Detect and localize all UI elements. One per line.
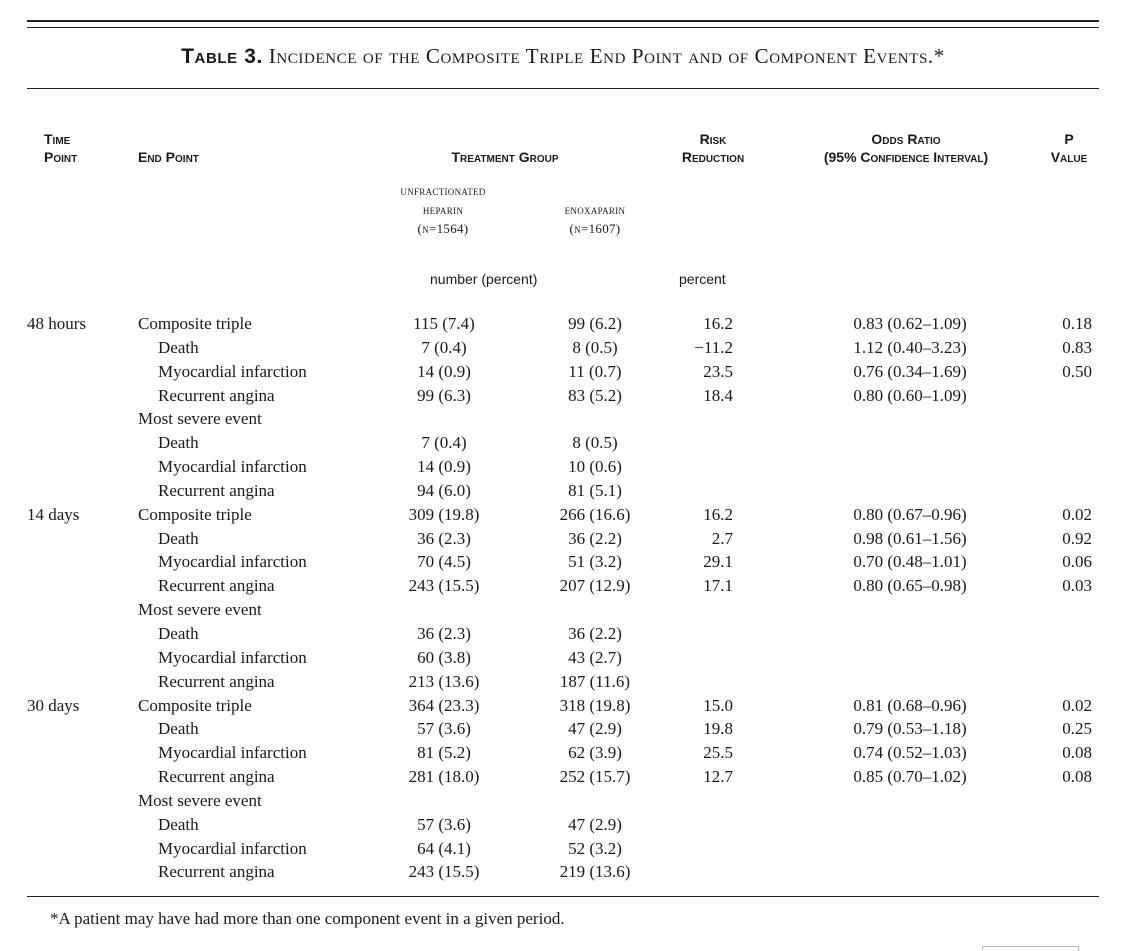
cell-unfractionated-heparin: 281 (18.0) (408, 767, 480, 787)
table-row (0, 765, 1125, 789)
cell-enoxaparin: 36 (2.2) (568, 623, 622, 643)
cell-risk-reduction: 16.2 (703, 504, 733, 524)
cell-unfractionated-heparin: 309 (19.8) (408, 504, 480, 524)
cell-odds-ratio: 0.70 (0.48–1.01) (853, 552, 967, 572)
table-row (0, 407, 1125, 431)
header-treatment-group: Treatment Group (451, 149, 559, 165)
cell-p-value: 0.18 (1062, 314, 1092, 333)
group-uh-line1: unfractionated (400, 183, 486, 198)
cell-enoxaparin: 207 (12.9) (559, 576, 631, 596)
cell-end-point: Death (158, 814, 199, 834)
header-or-line1: Odds Ratio (871, 131, 941, 147)
cell-enoxaparin: 187 (11.6) (559, 671, 631, 691)
cell-end-point: Recurrent angina (158, 480, 275, 500)
table-body (0, 312, 1125, 884)
cell-enoxaparin: 52 (3.2) (568, 838, 622, 858)
cell-unfractionated-heparin: 243 (15.5) (408, 576, 480, 596)
cell-odds-ratio: 0.79 (0.53–1.18) (853, 719, 967, 739)
table-row (0, 455, 1125, 479)
cell-enoxaparin: 318 (19.8) (559, 695, 631, 715)
cell-unfractionated-heparin: 99 (6.3) (417, 385, 471, 405)
header-p-line2: Value (1050, 149, 1088, 165)
table-row (0, 694, 1125, 718)
table-row (0, 527, 1125, 551)
cell-unfractionated-heparin: 57 (3.6) (417, 719, 471, 739)
group-enox-line1: enoxaparin (564, 202, 626, 217)
cell-enoxaparin: 219 (13.6) (559, 862, 631, 882)
table-row (0, 646, 1125, 670)
cell-end-point: Most severe event (138, 790, 262, 810)
unit-counts: number (percent) (430, 271, 538, 287)
cell-time-point: 14 days (27, 504, 80, 524)
cell-odds-ratio: 0.98 (0.61–1.56) (853, 528, 967, 548)
cell-p-value: 0.92 (1062, 528, 1092, 548)
table-row (0, 622, 1125, 646)
cell-unfractionated-heparin: 36 (2.3) (417, 623, 471, 643)
cell-end-point: Most severe event (138, 409, 262, 429)
header-p-value (1040, 130, 1098, 166)
title-rule (27, 88, 1099, 89)
table-row (0, 860, 1125, 884)
cell-risk-reduction: 17.1 (703, 576, 733, 596)
cell-end-point: Recurrent angina (158, 385, 275, 405)
footnote: *A patient may have had more than one component event in a given period. (50, 909, 565, 928)
cell-end-point: Recurrent angina (158, 576, 275, 596)
table-row (0, 741, 1125, 765)
table-row (0, 789, 1125, 813)
header-risk-reduction (658, 130, 768, 166)
cell-unfractionated-heparin: 57 (3.6) (417, 814, 471, 834)
table-row (0, 431, 1125, 455)
cell-time-point: 30 days (27, 695, 80, 715)
cell-risk-reduction: 2.7 (711, 528, 733, 548)
cell-unfractionated-heparin: 70 (4.5) (417, 552, 471, 572)
cell-unfractionated-heparin: 7 (0.4) (421, 433, 467, 453)
table-row (0, 479, 1125, 503)
cell-end-point: Death (158, 337, 199, 357)
cell-enoxaparin: 266 (16.6) (559, 504, 631, 524)
group-uh-line2: heparin (422, 202, 464, 217)
table-row (0, 670, 1125, 694)
cell-risk-reduction: 15.0 (703, 695, 733, 715)
cell-end-point: Composite triple (138, 695, 252, 715)
cell-unfractionated-heparin: 64 (4.1) (417, 838, 471, 858)
cell-odds-ratio: 0.81 (0.68–0.96) (853, 695, 967, 715)
cell-unfractionated-heparin: 60 (3.8) (417, 647, 471, 667)
cell-p-value: 0.02 (1062, 695, 1092, 715)
cell-risk-reduction: 18.4 (703, 385, 733, 405)
cell-unfractionated-heparin: 14 (0.9) (417, 361, 471, 381)
header-end-point: End Point (138, 149, 199, 165)
cell-end-point: Myocardial infarction (158, 647, 307, 667)
cell-end-point: Myocardial infarction (158, 361, 307, 381)
cell-risk-reduction: −11.2 (694, 337, 733, 357)
cell-unfractionated-heparin: 364 (23.3) (408, 695, 480, 715)
cell-p-value: 0.03 (1062, 576, 1092, 596)
header-p-line1: P (1064, 131, 1074, 147)
table-row (0, 312, 1125, 336)
cell-unfractionated-heparin: 94 (6.0) (417, 480, 471, 500)
header-odds-ratio (776, 130, 1036, 166)
cell-unfractionated-heparin: 14 (0.9) (417, 457, 471, 477)
cell-p-value: 0.25 (1062, 719, 1092, 739)
table-row (0, 384, 1125, 408)
table-row (0, 550, 1125, 574)
cell-odds-ratio: 0.80 (0.60–1.09) (853, 385, 967, 405)
cell-p-value: 0.08 (1062, 743, 1092, 763)
cell-p-value: 0.83 (1062, 337, 1092, 357)
cell-end-point: Recurrent angina (158, 767, 275, 787)
cell-odds-ratio: 0.80 (0.67–0.96) (853, 504, 967, 524)
cell-odds-ratio: 0.83 (0.62–1.09) (853, 314, 967, 333)
cell-unfractionated-heparin: 7 (0.4) (421, 337, 467, 357)
bottom-rule (27, 896, 1099, 897)
cell-end-point: Composite triple (138, 504, 252, 524)
cell-odds-ratio: 0.76 (0.34–1.69) (853, 361, 967, 381)
table-row (0, 574, 1125, 598)
cell-end-point: Death (158, 528, 199, 548)
cell-enoxaparin: 47 (2.9) (568, 814, 622, 834)
table-row (0, 360, 1125, 384)
cell-enoxaparin: 36 (2.2) (568, 528, 622, 548)
unit-risk-reduction: percent (679, 271, 726, 287)
cell-enoxaparin: 8 (0.5) (572, 433, 618, 453)
cell-unfractionated-heparin: 36 (2.3) (417, 528, 471, 548)
header-time-line2: Point (44, 149, 78, 165)
cell-end-point: Most severe event (138, 600, 262, 620)
corner-box (982, 946, 1079, 951)
cell-enoxaparin: 10 (0.6) (568, 457, 622, 477)
top-rule (27, 20, 1099, 22)
cell-enoxaparin: 51 (3.2) (568, 552, 622, 572)
group-enox-header (535, 200, 655, 238)
cell-risk-reduction: 23.5 (703, 361, 733, 381)
cell-end-point: Composite triple (138, 314, 252, 333)
cell-enoxaparin: 83 (5.2) (568, 385, 622, 405)
group-uh-header (368, 181, 518, 238)
header-time-point (44, 130, 77, 166)
cell-enoxaparin: 43 (2.7) (568, 647, 622, 667)
table-row (0, 837, 1125, 861)
table-title (27, 44, 1099, 69)
cell-odds-ratio: 1.12 (0.40–3.23) (853, 337, 967, 357)
cell-end-point: Myocardial infarction (158, 743, 307, 763)
header-rr-line2: Reduction (681, 149, 745, 165)
cell-end-point: Death (158, 433, 199, 453)
cell-enoxaparin: 47 (2.9) (568, 719, 622, 739)
cell-unfractionated-heparin: 213 (13.6) (408, 671, 480, 691)
cell-p-value: 0.08 (1062, 767, 1092, 787)
table-row (0, 598, 1125, 622)
table-row (0, 813, 1125, 837)
cell-enoxaparin: 62 (3.9) (568, 743, 622, 763)
cell-end-point: Recurrent angina (158, 862, 275, 882)
table-row (0, 336, 1125, 360)
cell-unfractionated-heparin: 115 (7.4) (413, 314, 475, 333)
cell-risk-reduction: 25.5 (703, 743, 733, 763)
cell-enoxaparin: 81 (5.1) (568, 480, 622, 500)
cell-p-value: 0.06 (1062, 552, 1092, 572)
group-enox-line2: (n=1607) (569, 221, 621, 236)
cell-end-point: Recurrent angina (158, 671, 275, 691)
table-caption: Incidence of the Composite Triple End Point and of Component Events.* (268, 44, 945, 68)
cell-end-point: Myocardial infarction (158, 838, 307, 858)
group-uh-line3: (n=1564) (417, 221, 469, 236)
cell-end-point: Myocardial infarction (158, 552, 307, 572)
cell-unfractionated-heparin: 81 (5.2) (417, 743, 471, 763)
cell-end-point: Death (158, 623, 199, 643)
cell-odds-ratio: 0.85 (0.70–1.02) (853, 767, 967, 787)
header-time-line1: Time (44, 131, 71, 147)
cell-risk-reduction: 12.7 (703, 767, 733, 787)
cell-enoxaparin: 99 (6.2) (568, 314, 622, 333)
table-row (0, 503, 1125, 527)
cell-risk-reduction: 16.2 (703, 314, 733, 333)
cell-end-point: Death (158, 719, 199, 739)
cell-risk-reduction: 29.1 (703, 552, 733, 572)
cell-enoxaparin: 11 (0.7) (568, 361, 622, 381)
cell-time-point: 48 hours (27, 314, 87, 333)
header-rr-line1: Risk (699, 131, 727, 147)
cell-p-value: 0.02 (1062, 504, 1092, 524)
cell-risk-reduction: 19.8 (703, 719, 733, 739)
cell-p-value: 0.50 (1062, 361, 1092, 381)
table-label: Table 3. (181, 45, 263, 68)
cell-enoxaparin: 252 (15.7) (559, 767, 631, 787)
top-rule-inner (27, 27, 1099, 28)
table-row (0, 717, 1125, 741)
cell-odds-ratio: 0.80 (0.65–0.98) (853, 576, 967, 596)
cell-odds-ratio: 0.74 (0.52–1.03) (853, 743, 967, 763)
cell-end-point: Myocardial infarction (158, 457, 307, 477)
cell-unfractionated-heparin: 243 (15.5) (408, 862, 480, 882)
header-or-line2: (95% Confidence Interval) (823, 149, 989, 165)
cell-enoxaparin: 8 (0.5) (572, 337, 618, 357)
